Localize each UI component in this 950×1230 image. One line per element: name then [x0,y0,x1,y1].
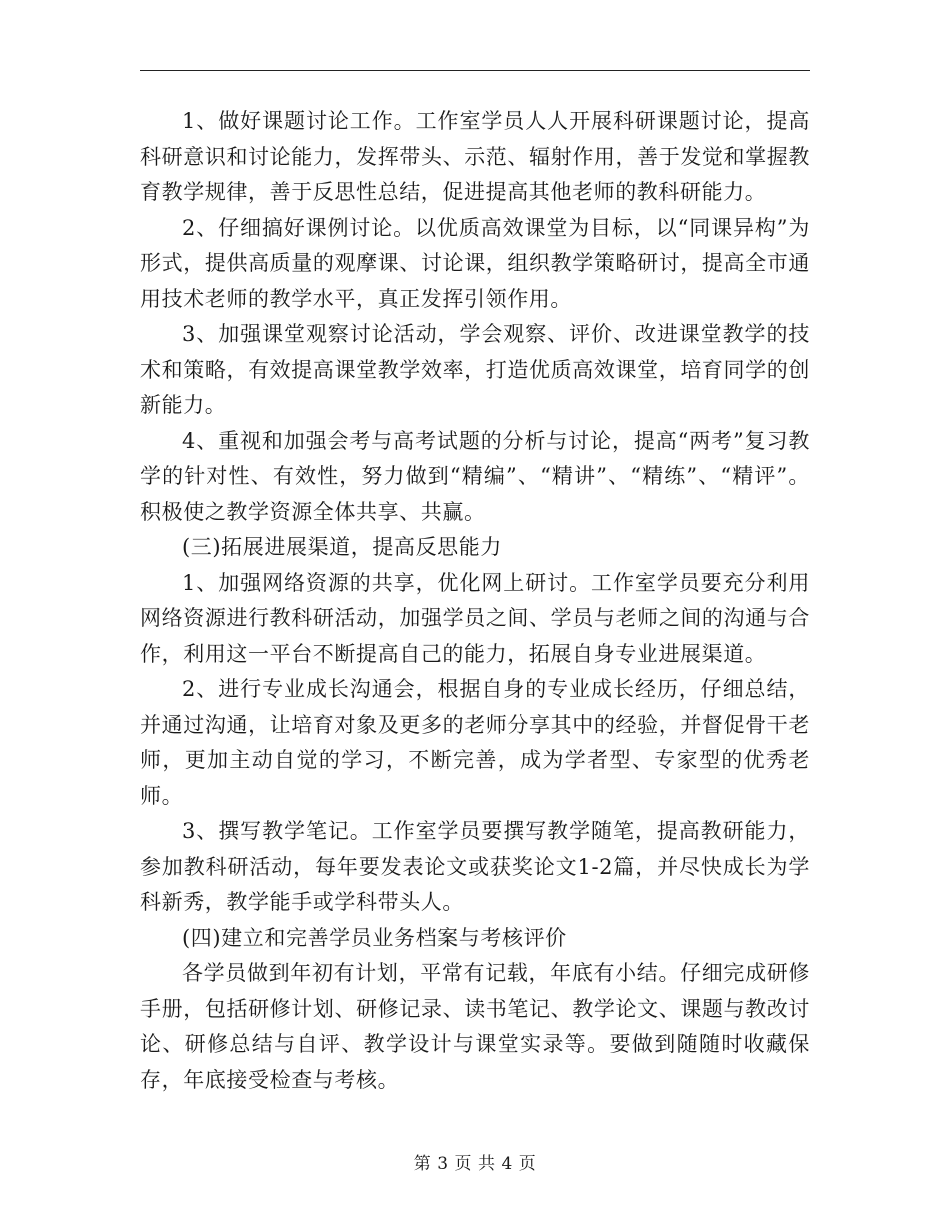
page-footer [0,1149,950,1174]
section-heading-4: (四)建立和完善学员业务档案与考核评价 [182,925,567,950]
footer-page-number: 3 [437,1154,449,1174]
paragraph-item-4: 4、重视和加强会考与高考试题的分析与讨论，提高“两考”复习教学的针对性、有效性，努力做到“精编”、“精讲”、“精练”、“精评”。积极使之教学资源全体共享、共赢。 [140,428,810,524]
document-body [140,104,810,1098]
paragraph-item-8: 各学员做到年初有计划，平常有记载，年底有小结。仔细完成研修手册，包括研修计划、研修记录、读书笔记、教学论文、课题与教改讨论、研修总结与自评、教学设计与课堂实录等。要做到随随时收藏保存，年底接受检查与考核。 [140,961,810,1092]
paragraph-item-3: 3、加强课堂观察讨论活动，学会观察、评价、改进课堂教学的技术和策略，有效提高课堂教学效率，打造优质高效课堂，培育同学的创新能力。 [140,322,810,417]
paragraph-item-7: 3、撰写教学笔记。工作室学员要撰写教学随笔，提高教研能力，参加教科研活动，每年要发表论文或获奖论文1-2篇，并尽快成长为学科新秀，教学能手或学科带头人。 [140,819,810,914]
section-heading-3: (三)拓展进展渠道，提高反思能力 [182,535,502,559]
footer-middle: 页 共 [454,1154,496,1174]
footer-total-pages: 4 [501,1154,513,1174]
header-rule [140,70,810,71]
paragraph-item-2: 2、仔细搞好课例讨论。以优质高效课堂为目标，以“同课异构”为形式，提供高质量的观摩课、讨论课，组织教学策略研讨，提高全市通用技术老师的教学水平，真正发挥引领作用。 [140,215,810,311]
paragraph-item-5: 1、加强网络资源的共享，优化网上研讨。工作室学员要充分利用网络资源进行教科研活动，加强学员之间、学员与老师之间的沟通与合作，利用这一平台不断提高自己的能力，拓展自身专业进展渠道。 [140,570,810,666]
footer-prefix: 第 [413,1154,432,1174]
paragraph-item-1: 1、做好课题讨论工作。工作室学员人人开展科研课题讨论，提高科研意识和讨论能力，发挥带头、示范、辐射作用，善于发觉和掌握教育教学规律，善于反思性总结，促进提高其他老师的教科研能力。 [140,109,810,204]
paragraph-item-6: 2、进行专业成长沟通会，根据自身的专业成长经历，仔细总结，并通过沟通，让培育对象及更多的老师分享其中的经验，并督促骨干老师，更加主动自觉的学习，不断完善，成为学者型、专家型的优秀老师。 [140,677,810,808]
footer-suffix: 页 [518,1154,537,1174]
